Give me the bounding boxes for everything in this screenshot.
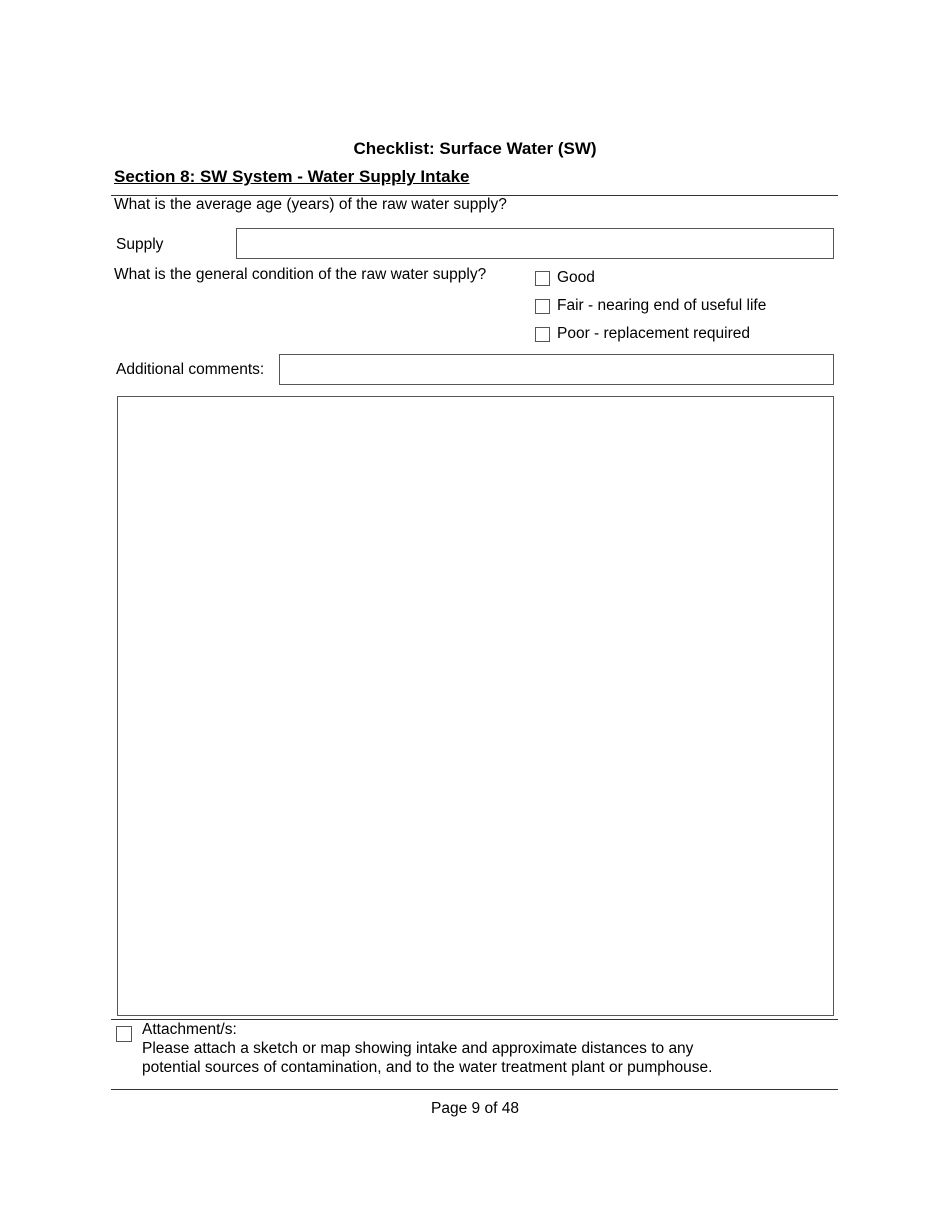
page-number: Page 9 of 48 [431, 1100, 519, 1117]
supply-label: Supply [116, 236, 164, 253]
question-general-condition: What is the general condition of the raw water supply? [114, 266, 487, 283]
condition-poor-checkbox[interactable] [535, 327, 550, 342]
footer-divider [111, 1089, 838, 1090]
condition-fair-label: Fair - nearing end of useful life [557, 297, 767, 314]
section-heading: Section 8: SW System - Water Supply Intake [114, 167, 470, 186]
condition-good-label: Good [557, 269, 595, 286]
condition-poor-label: Poor - replacement required [557, 325, 750, 342]
condition-good-checkbox[interactable] [535, 271, 550, 286]
comments-textarea[interactable] [117, 396, 834, 1016]
attachment-instruction-line-2: potential sources of contamination, and to the water treatment plant or pumphouse. [142, 1059, 713, 1076]
additional-comments-input[interactable] [279, 354, 834, 385]
condition-fair-checkbox[interactable] [535, 299, 550, 314]
attachment-instruction-line-1: Please attach a sketch or map showing intake and approximate distances to any [142, 1040, 694, 1057]
attachment-title: Attachment/s: [142, 1021, 237, 1038]
supply-input[interactable] [236, 228, 834, 259]
question-average-age: What is the average age (years) of the raw water supply? [114, 196, 507, 213]
page-title: Checklist: Surface Water (SW) [353, 139, 597, 158]
additional-comments-label: Additional comments: [116, 361, 265, 378]
attachment-checkbox[interactable] [116, 1026, 132, 1042]
